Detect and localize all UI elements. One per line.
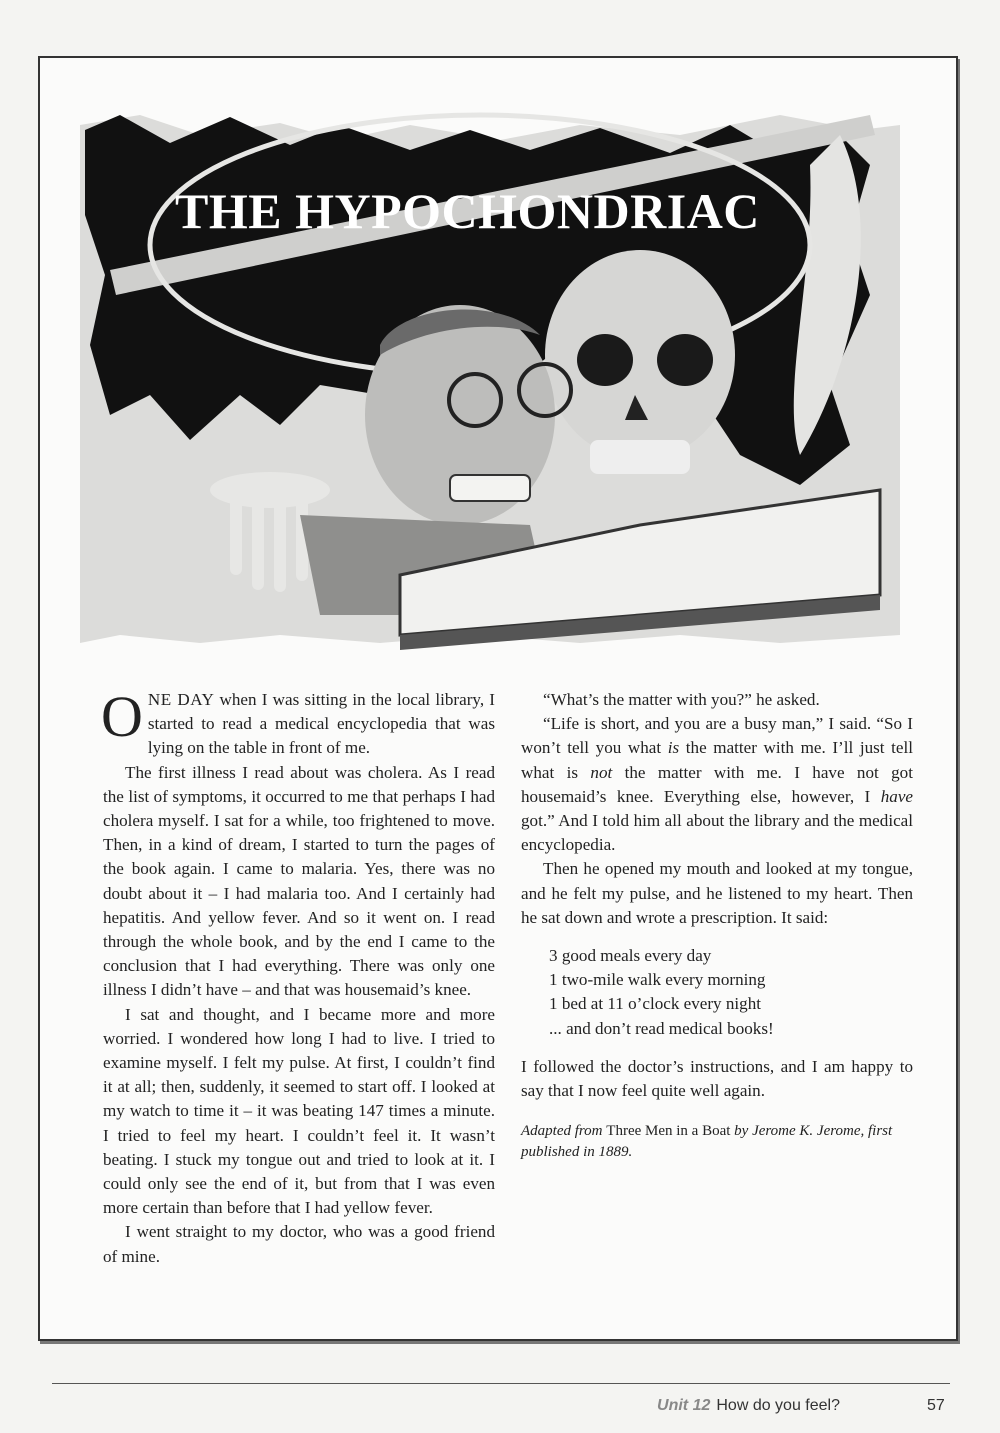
prescription-item: 1 two-mile walk every morning (549, 970, 766, 990)
prescription-item: 3 good meals every day (549, 946, 712, 966)
unit-title: How do you feel? (716, 1397, 840, 1414)
paragraph-5: “What’s the matter with you?” he asked. (543, 690, 820, 709)
prescription-item: ... and don’t read medical books! (549, 1018, 774, 1038)
p6-emphasis-is: is (667, 738, 680, 758)
paragraph-8: I followed the doctor’s instructions, and I am happy to say that I now feel quite well again. (521, 1056, 913, 1101)
p6-text-b: the matter with me. I’ll just tell what is (521, 738, 913, 782)
footer-rule (52, 1383, 950, 1384)
paragraph-opening (101, 684, 495, 761)
opening-text: when I was sitting in the local library, I started to read a medical encyclopedia that was lying on the table in front of me. (147, 690, 495, 758)
article-body (101, 684, 913, 1278)
paragraph-2: The first illness I read about was cholera. As I read the list of symptoms, it occurred to me that perhaps I had cholera myself. I sat for a while, too frightened to move. Then, in a kind of dream, I started to turn the pages of the book again. I came to malaria. Yes, there was no doubt about it – I had malaria too. And I certainly had hepatitis. And yellow fever. And so it went on. I read through the whole book, and by the end I came to the conclusion that I had everything. There was only one illness I didn’t have – and that was housemaid’s knee. (103, 762, 495, 1000)
footer-unit (657, 1397, 840, 1415)
page-number: 57 (927, 1397, 945, 1414)
paragraph-4: I went straight to my doctor, who was a good friend of mine. (103, 1222, 495, 1266)
paragraph-3: I sat and thought, and I became more and more worried. I wondered how long I had to live. I tried to examine myself. I felt my pulse. At first, I couldn’t find it at all; then, suddenly, it seemed to start off. I looked at my watch to time it – it was beating 147 times a minute. I tried to feel my heart. I couldn’t feel it. It wasn’t beating. I stuck my tongue out and tried to look at it. I could only see the end of it, but from that I was even more certain than before that I had yellow fever. (103, 1004, 495, 1218)
p6-emphasis-not: not (590, 762, 613, 782)
prescription-item: 1 bed at 11 o’clock every night (549, 994, 762, 1014)
hypochondriac-illustration (80, 95, 900, 655)
opening-smallcaps: NE DAY (147, 690, 215, 709)
unit-label: Unit 12 (657, 1397, 711, 1414)
paragraph-6 (521, 712, 913, 857)
p6-text-a: “Life is short, and you are a busy man,” I said. “So I won’t tell you what (521, 714, 913, 758)
p6-emphasis-have: have (880, 786, 913, 806)
paragraph-7: Then he opened my mouth and looked at my tongue, and he felt my pulse, and he listened to my heart. Then he sat down and wrote a prescription. It said: (521, 859, 913, 927)
p6-text-c: the matter with me. I have not got housemaid’s knee. Everything else, however, I (521, 762, 913, 806)
p6-text-d: got.” And I told him all about the library and the medical encyclopedia. (521, 811, 913, 855)
prescription-list (549, 944, 913, 1041)
article-title: THE HYPOCHONDRIAC (175, 183, 760, 239)
credit-book-title: Three Men in a Boat (606, 1123, 731, 1140)
credit-text-b: by Jerome K. Jerome, first published in 1889. (521, 1123, 893, 1161)
credit-text-a: Adapted from (521, 1123, 607, 1140)
drop-cap: O (101, 684, 143, 749)
source-credit (521, 1121, 913, 1163)
